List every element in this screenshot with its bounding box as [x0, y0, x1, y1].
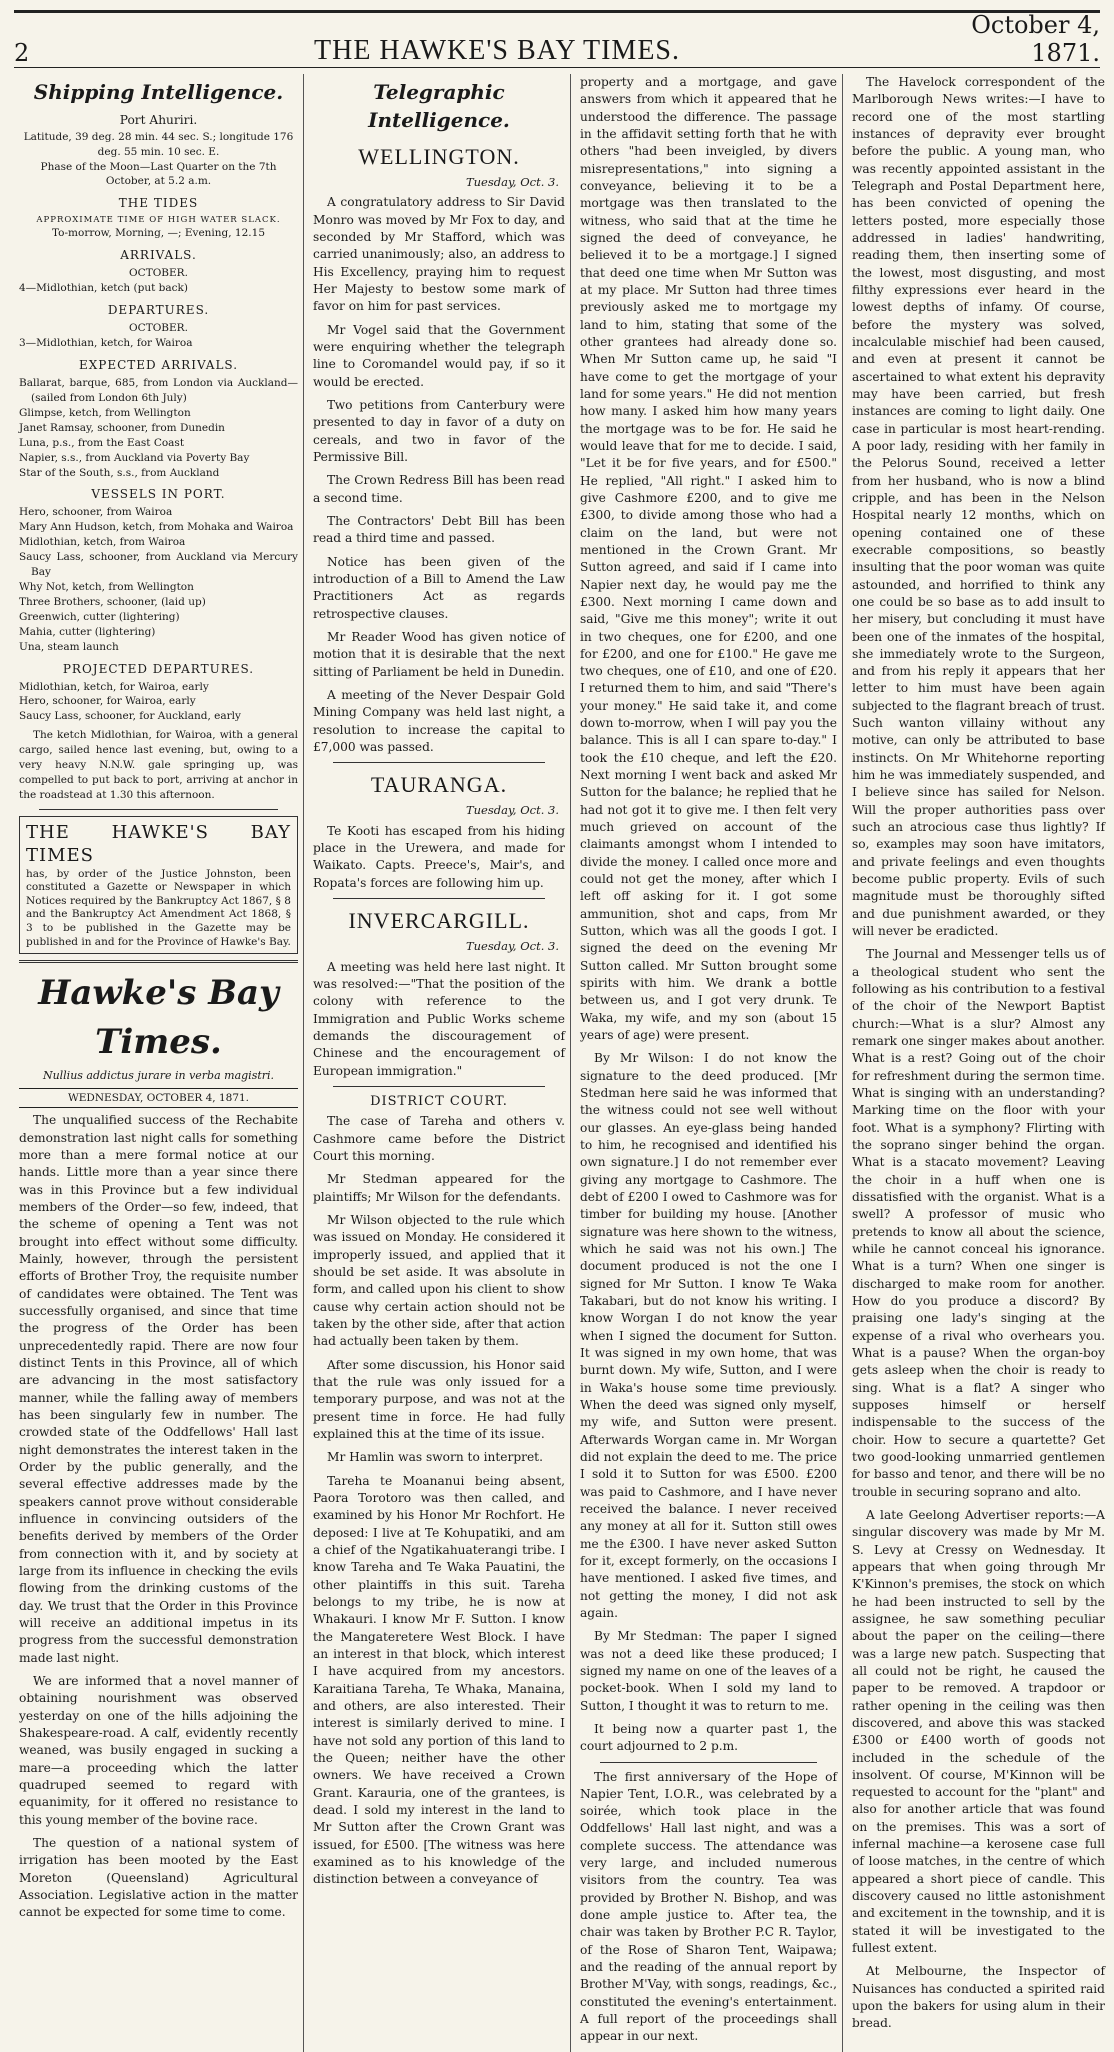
- port-name: Port Ahuriri.: [119, 113, 198, 128]
- tauranga-head: TAURANGA.: [370, 772, 508, 798]
- telegraphic-heading: Telegraphic Intelligence.: [368, 80, 510, 133]
- leader-title: Hawke's Bay Times.: [38, 973, 279, 1062]
- paragraph: Mr Vogel said that the Government were enquiring whether the telegraph line to Coromandel would pay, if so it would be erected.: [313, 322, 565, 389]
- paragraph: It being now a quarter past 1, the court adjourned to 2 p.m.: [580, 1721, 837, 1754]
- arrivals-head: ARRIVALS.: [120, 248, 197, 263]
- list-item: Una, steam launch: [19, 640, 119, 653]
- leader-body: [19, 1112, 298, 1921]
- paragraph: Notice has been given of the introduction of a Bill to Amend the Law Practitioners Act as regards retrospective clauses.: [313, 554, 565, 621]
- vessels-list: [19, 505, 298, 654]
- masthead-date: October 4, 1871.: [971, 11, 1100, 67]
- list-item: Star of the South, s.s., from Auckland: [19, 466, 220, 479]
- paragraph: Mr Hamlin was sworn to interpret.: [327, 1450, 543, 1465]
- separator: [600, 1762, 817, 1763]
- leader-rule-top: [19, 1088, 298, 1089]
- double-rule: [19, 960, 298, 963]
- paragraph: By Mr Stedman: The paper I signed was not a deed like these produced; I signed my name on one of the leaves of a pocket-book. When I sold my land to Sutton, I thought it was to return to me.: [580, 1629, 837, 1713]
- paragraph: Mr Stedman appeared for the plaintiffs; Mr Wilson for the defendants.: [313, 1172, 565, 1204]
- wellington-date: Tuesday, Oct. 3.: [465, 175, 559, 190]
- notice-lead: THE HAWKE'S BAY TIMES: [26, 821, 291, 867]
- list-item: Glimpse, ketch, from Wellington: [19, 406, 191, 419]
- paragraph: After some discussion, his Honor said that the rule was only issued for a temporary purpose, and was not at the present time in force. He had fully explained this at the time of its issue.: [313, 1357, 565, 1441]
- column-2: [308, 74, 571, 2052]
- court-body-continued: [580, 74, 837, 1756]
- list-item: Ballarat, barque, 685, from London via Auckland—(sailed from London 6th July): [19, 377, 298, 404]
- list-item: Mary Ann Hudson, ketch, from Mohaka and Wairoa: [19, 521, 294, 534]
- paragraph: Tareha te Moananui being absent, Paora Torotoro was then called, and examined by his Honor Mr Rochfort. He deposed: I live at Te Kohupatiki, and am a chief of the Ngatikahuaterangi tribe. I know Tareha and Te Waka Pauatini, the other plaintiffs in this suit. Tareha belongs to my tribe, he is now at Whakauri. I know Mr F. Sutton. I know the Mangateretere West Block. I have an interest in that block, which interest I have acquired from my ancestors. Karaitiana Tareha, Te Whaka, Manaina, and others, are also interested. Their interest is similarly derived to mine. I have not sold any portion of this land to the Queen; neither have the other owners. We have received a Crown Grant. Karauria, one of the grantees, is dead. I sold my interest in the land to Mr Sutton after the Crown Grant was issued, for £500. [The witness was here examined as to his knowledge of the distinction between a conveyance of: [313, 1473, 565, 1887]
- arrivals-month: OCTOBER.: [129, 267, 188, 280]
- projected-list: [19, 680, 298, 725]
- list-item: Why Not, ketch, from Wellington: [19, 580, 194, 593]
- list-item: Hero, schooner, from Wairoa: [19, 506, 173, 519]
- separator: [39, 809, 278, 810]
- paragraph: Mr Wilson objected to the rule which was issued on Monday. He considered it improperly issued, and applied that it should be set aside. It was absolute in form, and called upon his client to show cause why certain action should not be taken by the other side, after that action had actually been taken by them.: [313, 1213, 565, 1349]
- list-item: Saucy Lass, schooner, from Auckland via Mercury Bay: [19, 551, 298, 579]
- paragraph: At Melbourne, the Inspector of Nuisances has conducted a spirited raid upon the bakers for using alum in their bread.: [852, 1964, 1105, 2031]
- paragraph: The Havelock correspondent of the Marlborough News writes:—I have to record one of the most startling instances of depravity ever brought before the public. A young man, who was recently appointed assistant in the Telegraph and Postal Department here, has been convicted of opening the letters posted, more especially those addressed in ladies' handwriting, reading them, then inserting some of the lowest, most disgusting, and most filthy expressions ever heard in the lowest depths of infamy. Of course, before the mystery was solved, incalculable mischief had been caused, and even at present it cannot be ascertained to what extent his depravity may have been carried, but fresh instances are coming to light daily. One case in particular is most heart-rending. A poor lady, residing with her family in the Pelorus Sound, received a letter from her husband, who is now a blind cripple, and has been in the Nelson Hospital nearly 12 months, which on opening contained one of these execrable compositions, so beastly insulting that the poor woman was quite astounded, and horrified to think any one could be so base as to add insult to her misery, but concluding it must have been one of the inmates of the hospital, she immediately wrote to the Surgeon, and from his reply it appears that her letter to him must have been again subjected to the flagrant breach of trust. Such wanton villainy without any motive, can only be attributed to base instincts. On Mr Whitehorne reporting him he was immediately suspended, and I believe since has sailed for Nelson. Will the proper authorities pass over such an atrocious case thus lightly? If so, examples may soon have imitators, and private feelings and even thoughts become public property. Evils of such magnitude must be thoroughly sifted and due punishment awarded, or they will never be eradicted.: [852, 75, 1105, 939]
- separator: [333, 1086, 545, 1087]
- list-item: Greenwich, cutter (lightering): [19, 610, 180, 623]
- invercargill-head: INVERCARGILL.: [348, 908, 530, 934]
- masthead-rule: [14, 67, 1100, 68]
- leader-date: WEDNESDAY, OCTOBER 4, 1871.: [67, 1091, 250, 1104]
- list-item: Luna, p.s., from the East Coast: [19, 436, 185, 449]
- miscellany-body: [852, 74, 1105, 2033]
- paragraph: A meeting was held here last night. It was resolved:—"That the position of the colony with reference to the Immigration and Public Works scheme demands the discouragement of Chinese and the encouragement of European immigration.": [313, 959, 565, 1078]
- tides-head: THE TIDES: [118, 196, 199, 211]
- masthead: [14, 11, 1100, 67]
- list-item: Saucy Lass, schooner, for Auckland, early: [19, 710, 241, 723]
- hope-anniversary: [580, 1769, 837, 2046]
- tauranga-body: [313, 823, 565, 892]
- column-1: [14, 74, 304, 2052]
- tauranga-date: Tuesday, Oct. 3.: [465, 803, 559, 818]
- paragraph: A congratulatory address to Sir David Monro was moved by Mr Fox to day, and seconded by Mr Stafford, which was carried unanimously; also, an address to His Excellency, praying him to request Her Majesty to bestow some mark of favor on him for past services.: [313, 195, 565, 314]
- paragraph: The Journal and Messenger tells us of a theological student who sent the following as his contribution to a festival of the choir of the Newport Baptist church:—What is a slur? Almost any remark one singer makes about another. What is a rest? Going out of the choir for refreshment during the sermon time. What is singing with an understanding? Marking time on the floor with your foot. What is a symphony? Flirting with the soprano singer behind the organ. What is a stacato movement? Leaving the choir in a huff when one is dissatisfied with the organist. What is a swell? A professor of music who pretends to know all about the science, while he cannot conceal his ignorance. What is a turn? When one singer is discharged to make room for another. How do you produce a discord? By praising one lady's singing at the expense of a rival who overhears you. What is a pause? When the organ-boy gets asleep when the choir is ready to sing. What is a flat? A singer who supposes himself or herself indispensable to the success of the choir. How to secure a quartette? Get two good-looking unmarried gentlemen for basso and tenor, and there will be no trouble in securing soprano and alto.: [852, 947, 1105, 1499]
- paragraph: The Crown Redress Bill has been read a second time.: [313, 473, 565, 505]
- column-3: [575, 74, 843, 2052]
- expected-list: [19, 376, 298, 480]
- departures-month: OCTOBER.: [129, 322, 188, 335]
- leader-rule-bottom: [19, 1107, 298, 1108]
- masthead-title: THE HAWKE'S BAY TIMES.: [314, 35, 680, 66]
- court-body: [313, 1113, 565, 1888]
- shipping-heading: Shipping Intelligence.: [33, 80, 284, 104]
- separator: [333, 762, 545, 763]
- leader-motto: Nullius addictus jurare in verba magistri.: [42, 1068, 275, 1082]
- page-number: 2: [14, 39, 30, 67]
- paragraph: Two petitions from Canterbury were presented to day in favor of a duty on cereals, and two in favor of the Permissive Bill.: [313, 397, 565, 464]
- vessels-head: VESSELS IN PORT.: [91, 487, 226, 502]
- wellington-body: [313, 194, 565, 756]
- paragraph: Mr Reader Wood has given notice of motion that it is desirable that the next sitting of Parliament be held in Dunedin.: [313, 629, 565, 679]
- port-coords: Latitude, 39 deg. 28 min. 44 sec. S.; longitude 176 deg. 55 min. 10 sec. E.: [23, 130, 294, 158]
- paragraph: The Contractors' Debt Bill has been read a third time and passed.: [313, 513, 565, 546]
- column-4: [847, 74, 1110, 2052]
- expected-head: EXPECTED ARRIVALS.: [78, 358, 239, 373]
- moon-phase: Phase of the Moon—Last Quarter on the 7th October, at 5.2 a.m.: [40, 160, 277, 188]
- projected-head: PROJECTED DEPARTURES.: [62, 661, 255, 676]
- list-item: Midlothian, ketch, for Wairoa, early: [19, 680, 209, 693]
- tides-line: To-morrow, Morning, —; Evening, 12.15: [51, 227, 265, 240]
- departures-list: [19, 336, 298, 351]
- paragraph: A late Geelong Advertiser reports:—A singular discovery was made by Mr M. S. Levy at Cressy on Wednesday. It appears that when going through Mr K'Kinnon's premises, the stock on which he had been instructed to sell by the assignee, he saw something peculiar about the paper on the ceiling—there was a large new patch. Suspecting that all could not be right, he caused the paper to be removed. A trapdoor or rather opening in the ceiling was then discovered, and above this was stacked £300 or £400 worth of goods not included in the schedule of the insolvent. Of course, M'Kinnon will be requested to account for the "plant" and also for another article that was found on the premises. This was a sort of infernal machine—a kerosene case full of loose matches, in the centre of which appeared a short piece of candle. This discovery caused no little astonishment and excitement in the township, and it is stated it will be investigated to the fullest extent.: [852, 1507, 1105, 1956]
- list-item: 4—Midlothian, ketch (put back): [19, 282, 188, 295]
- paragraph: The first anniversary of the Hope of Napier Tent, I.O.R., was celebrated by a soirée, which took place in the Oddfellows' Hall last night, and was a complete success. The attendance was very large, and included numerous visitors from the country. Tea was provided by Brother N. Bishop, and was done ample justice to. After tea, the chair was taken by Brother P.C R. Taylor, of the Rose of Sharon Tent, Waipawa; and the reading of the annual report by Brother M'Vay, with songs, readings, &c., constituted the evening's entertainment. A full report of the proceedings shall appear in our next.: [580, 1769, 837, 2044]
- paragraph: The unqualified success of the Rechabite demonstration last night calls for something more than a mere formal notice at our hands. Little more than a year since there was in this Province but a few individual members of the Order—so few, indeed, that the scheme of opening a Tent was not brought into effect without some difficulty. Mainly, however, through the persistent efforts of Brother Troy, the requisite number of candidates were obtained. The Tent was successfully organised, and since that time the progress of the Order has been unprecedentedly rapid. There are now four distinct Tents in this Province, all of which are advancing in the most satisfactory manner, while the falling away of members has been singularly few in number. The crowded state of the Oddfellows' Hall last night demonstrates the interest taken in the Order by the public generally, and the several effective addresses made by the speakers cannot prove without considerable influence in convincing outsiders of the benefits derived by members of the Order from connection with it, and by society at large from its influence in checking the evils flowing from the drinking customs of the day. We trust that the Order in this Province will receive an additional impetus in its progress from the successful demonstration made last night.: [19, 1113, 298, 1665]
- shipping-note: The ketch Midlothian, for Wairoa, with a general cargo, sailed hence last evening, but, owing to a very heavy N.N.W. gale springing up, was compelled to put back to port, arriving at anchor in the roadstead at 1.30 this afternoon.: [19, 729, 298, 801]
- court-head: DISTRICT COURT.: [370, 1093, 508, 1109]
- paragraph: A meeting of the Never Despair Gold Mining Company was held last night, a resolution to increase the capital to £7,000 was passed.: [313, 687, 565, 754]
- list-item: Midlothian, ketch, from Wairoa: [19, 536, 186, 549]
- list-item: Hero, schooner, for Wairoa, early: [19, 695, 196, 708]
- paragraph: We are informed that a novel manner of obtaining nourishment was observed yesterday on one of the hills adjoining the Shakespeare-road. A calf, evidently recently weaned, was busily engaged in sucking a mare—a proceeding which the latter quadruped seemed to regard with equanimity, for it offered no resistance to this young member of the bovine race.: [19, 1673, 298, 1827]
- paragraph: property and a mortgage, and gave answers from which it appeared that he understood the difference. The passage in the affidavit setting forth that he with others "had been inveigled, by divers misrepresentations," into signing a conveyance, believing it to be a mortgage was then translated to the witness, who said that at the time he signed the deed of conveyance, he believed it to be a mortgage.] I signed that deed one time when Mr Sutton was at my place. Mr Sutton had three times previously asked me to mortgage my land to him, stating that some of the other grantees had already done so. When Mr Sutton came up, he said "I have come to get the mortgage of your land for some years." He did not mention how many. I asked him how many years the mortgage was to be for. He said he would leave that for me to decide. I said, "Let it be for five years, and for £500." He replied, "All right." I asked him to give Cashmore £200, and to give me £300, to divide among those who had a claim on the land, but were not mentioned in the Crown Grant. Mr Sutton agreed, and said if I came into Napier next day, he would pay me the £300. Next morning I came down and said, "Give me this money"; write it out in two cheques, one for £200, and one for £200, and one for £100." He gave me two cheques, one of £10, and one of £20. I returned them to him, and said "There's your money." He said take it, and come down to-morrow, when I will pay you the balance. This is all I can spare to-day." I took the £10 cheque, and left the £20. Next morning I went back and asked Mr Sutton for the balance; he replied that he had not got it to give me. I then felt very much grieved on account of the claimants amongst whom I intended to divide the money. I called once more and could not get the money, after which I left off asking for it. I got some ammunition, shot and caps, from Mr Sutton, which was all the goods I got. I signed the deed on the evening Mr Sutton called. Mr Sutton brought some spirits with him. We drank a bottle between us, and I got very drunk. Te Waka, my wife, and my son (about 15 years of age) were present.: [580, 75, 837, 1043]
- arrivals-list: [19, 281, 298, 296]
- list-item: Napier, s.s., from Auckland via Poverty Bay: [19, 451, 250, 464]
- paragraph: Te Kooti has escaped from his hiding place in the Urewera, and made for Waikato. Capts. Preece's, Mair's, and Ropata's forces are following him up.: [313, 823, 565, 890]
- list-item: Mahia, cutter (lightering): [19, 625, 156, 638]
- paragraph: The case of Tareha and others v. Cashmore came before the District Court this morning.: [313, 1114, 565, 1164]
- gazette-notice: [19, 816, 298, 955]
- notice-text: has, by order of the Justice Johnston, been constituted a Gazette or Newspaper in which Notices required by the Bankruptcy Act 1867, § 8 and the Bankruptcy Act Amendment Act 1868, § 3 to be published in the Gazette may be published in and for the Province of Hawke's Bay.: [26, 867, 291, 948]
- paragraph: The question of a national system of irrigation has been mooted by the East Moreton (Queensland) Agricultural Association. Legislative action in the matter cannot be expected for some time to come.: [19, 1835, 298, 1920]
- tides-sub: APPROXIMATE TIME OF HIGH WATER SLACK.: [36, 215, 281, 226]
- wellington-head: WELLINGTON.: [358, 143, 520, 169]
- columns: [14, 74, 1105, 2044]
- list-item: Janet Ramsay, schooner, from Dunedin: [19, 421, 225, 434]
- invercargill-body: [313, 959, 565, 1080]
- separator: [333, 898, 545, 899]
- paragraph: By Mr Wilson: I do not know the signature to the deed produced. [Mr Stedman here said he was informed that the witness could not see well without our glasses. An eye-glass being handed to him, he recognised and identified his own signature.] I do not remember ever giving any mortgage to Cashmore. The debt of £200 I owed to Cashmore was for timber for building my house. [Another signature was here shown to the witness, which he said was not his own.] The document produced is not the one I signed for Mr Sutton. I know Te Waka Takabari, but do not know his writing. I know Worgan I do not know the year when I signed the document for Sutton. It was signed in my own home, that was burnt down. My wife, Sutton, and I were in Waka's house some time previously. When the deed was signed only myself, my wife, and Sutton were present. Afterwards Worgan came in. Mr Worgan did not explain the deed to me. The price I sold it to Sutton for was £500. £200 was paid to Cashmore, and I have never received the balance. I never received any money at all for it. Sutton still owes me the £300. I have never asked Sutton for it, except formerly, on the occasions I have mentioned. I asked five times, and not getting the money, I did not ask again.: [580, 1051, 837, 1620]
- list-item: 3—Midlothian, ketch, for Wairoa: [19, 337, 193, 350]
- list-item: Three Brothers, schooner, (laid up): [19, 595, 206, 608]
- departures-head: DEPARTURES.: [107, 303, 210, 318]
- invercargill-date: Tuesday, Oct. 3.: [465, 939, 559, 954]
